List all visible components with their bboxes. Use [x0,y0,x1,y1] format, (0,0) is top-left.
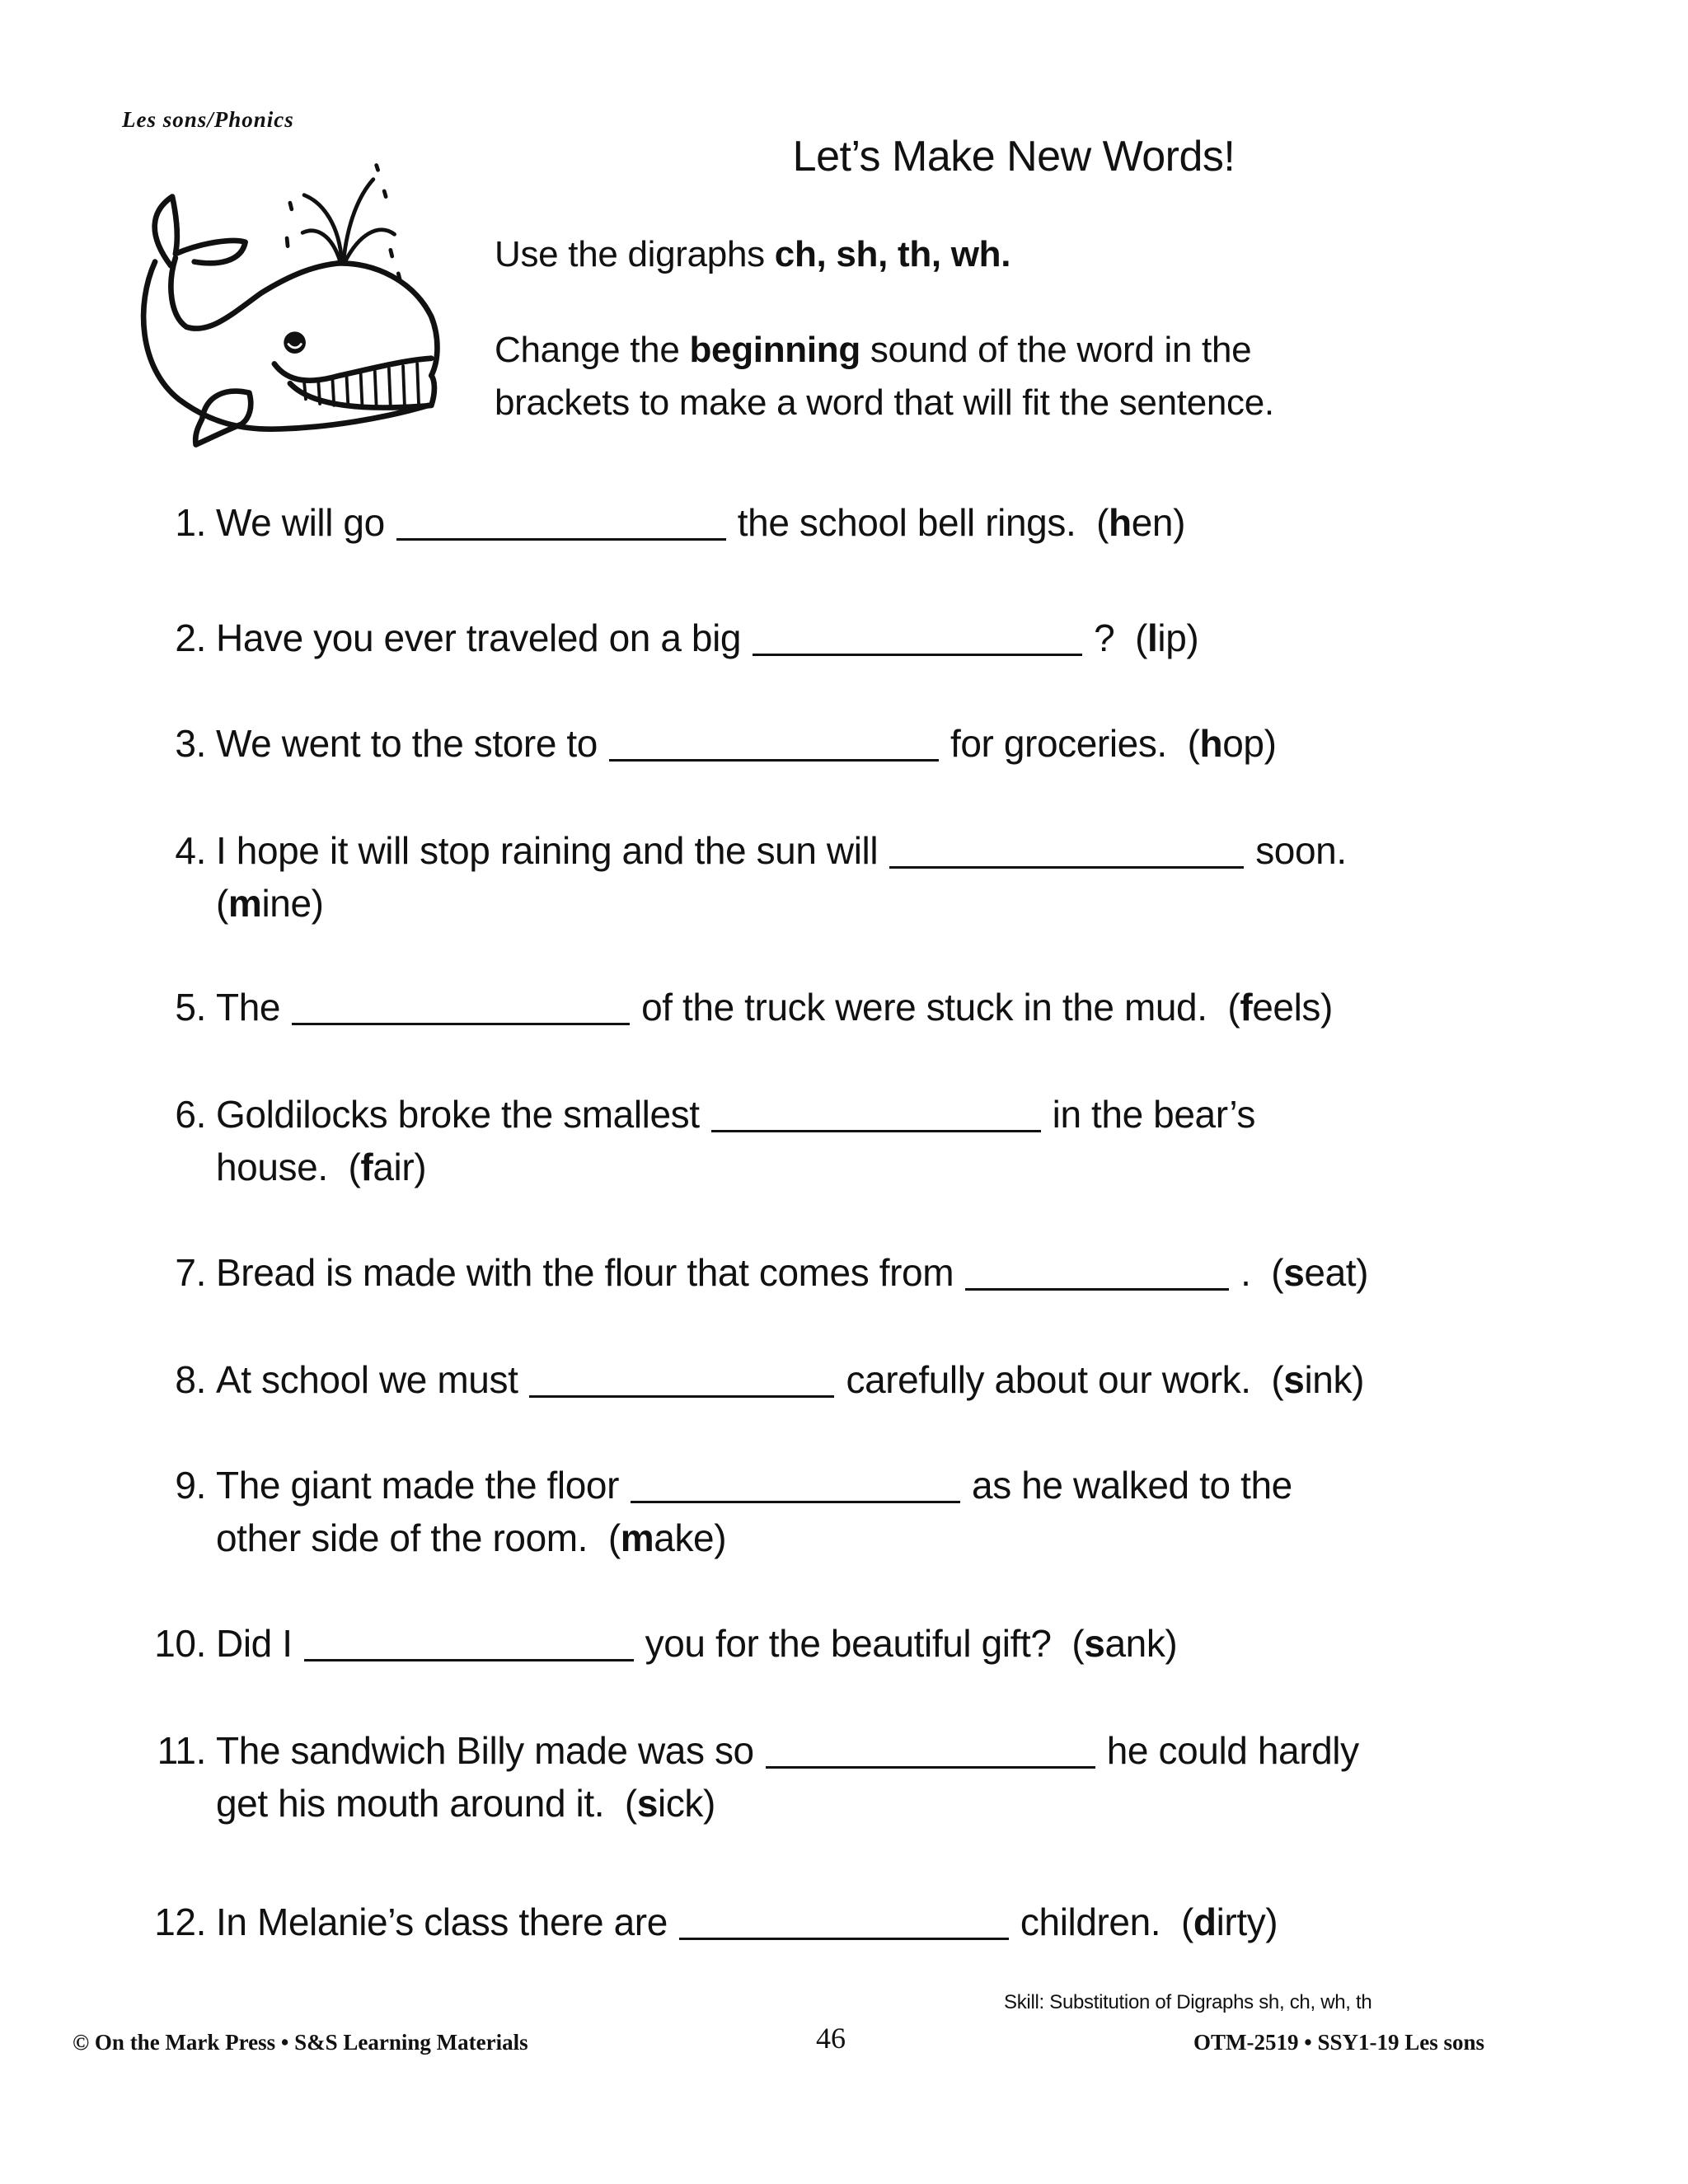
beginning-emphasis: beginning [689,330,860,370]
question-text: The giant made the floor as he walked to the other side of the room. (make) [216,1464,1292,1559]
question-text: At school we must carefully about our work. (sink) [216,1358,1365,1401]
question-number: 7. [175,1251,206,1294]
worksheet-title: Let’s Make New Words! [792,133,1236,180]
series-label: Les sons/Phonics [122,107,294,132]
question-number: 9. [175,1464,206,1507]
question-number: 5. [175,986,206,1029]
answer-blank[interactable] [304,1659,634,1661]
product-code: OTM-2519 • SSY1-19 Les sons [1193,2030,1484,2055]
question-text: Have you ever traveled on a big ? (lip) [216,616,1199,659]
hint-word: (feels) [1227,986,1333,1029]
instruction-change: Change the beginning sound of the word in the brackets to make a word that will fit the sentence. [495,330,1274,423]
answer-blank[interactable] [631,1501,960,1503]
question-number: 11. [157,1729,206,1772]
copyright: © On the Mark Press • S&S Learning Materials [73,2030,528,2055]
hint-word: (make) [607,1516,727,1559]
question-text: Goldilocks broke the smallest in the bear’s house. (fair) [216,1093,1255,1188]
question-number: 10. [154,1622,206,1665]
question-text: The sandwich Billy made was so he could hardly get his mouth around it. (sick) [216,1729,1359,1825]
hint-word: (hop) [1187,722,1277,765]
question-number: 2. [175,616,206,659]
question-number: 12. [154,1900,206,1943]
answer-blank[interactable] [753,654,1082,656]
answer-blank[interactable] [529,1395,834,1398]
hint-word: (hen) [1096,501,1186,544]
hint-word: (mine) [216,882,324,925]
answer-blank[interactable] [292,1023,630,1025]
answer-blank[interactable] [679,1938,1009,1940]
hint-word: (sink) [1271,1358,1365,1401]
question-text: I hope it will stop raining and the sun will soon. (mine) [216,829,1347,925]
question-text: The of the truck were stuck in the mud. (feels) [216,986,1333,1029]
whale-icon [124,144,453,466]
question-number: 4. [175,829,206,872]
hint-word: (sick) [624,1782,715,1825]
page-number: 46 [816,2022,846,2055]
answer-blank[interactable] [889,866,1244,869]
hint-word: (fair) [348,1146,427,1188]
question-text: We went to the store to for groceries. (hop) [216,722,1277,765]
instruction-digraphs: Use the digraphs ch, sh, th, wh. [495,234,1011,274]
hint-word: (lip) [1135,616,1199,659]
answer-blank[interactable] [965,1288,1229,1291]
question-number: 1. [175,501,206,544]
question-text: Did I you for the beautiful gift? (sank) [216,1622,1178,1665]
hint-word: (sank) [1071,1622,1178,1665]
answer-blank[interactable] [609,759,939,762]
question-number: 8. [175,1358,206,1401]
question-text: Bread is made with the flour that comes from . (seat) [216,1251,1369,1294]
question-number: 6. [175,1093,206,1136]
answer-blank[interactable] [766,1766,1095,1769]
question-text: In Melanie’s class there are children. (dirty) [216,1900,1278,1943]
question-number: 3. [175,722,206,765]
hint-word: (dirty) [1180,1900,1278,1943]
digraph-list: ch, sh, th, wh. [774,234,1011,274]
answer-blank[interactable] [711,1130,1041,1132]
skill-note: Skill: Substitution of Digraphs sh, ch, wh, th [1004,1991,1372,2013]
hint-word: (seat) [1271,1251,1369,1294]
question-text: We will go the school bell rings. (hen) [216,501,1186,544]
answer-blank[interactable] [396,538,726,541]
